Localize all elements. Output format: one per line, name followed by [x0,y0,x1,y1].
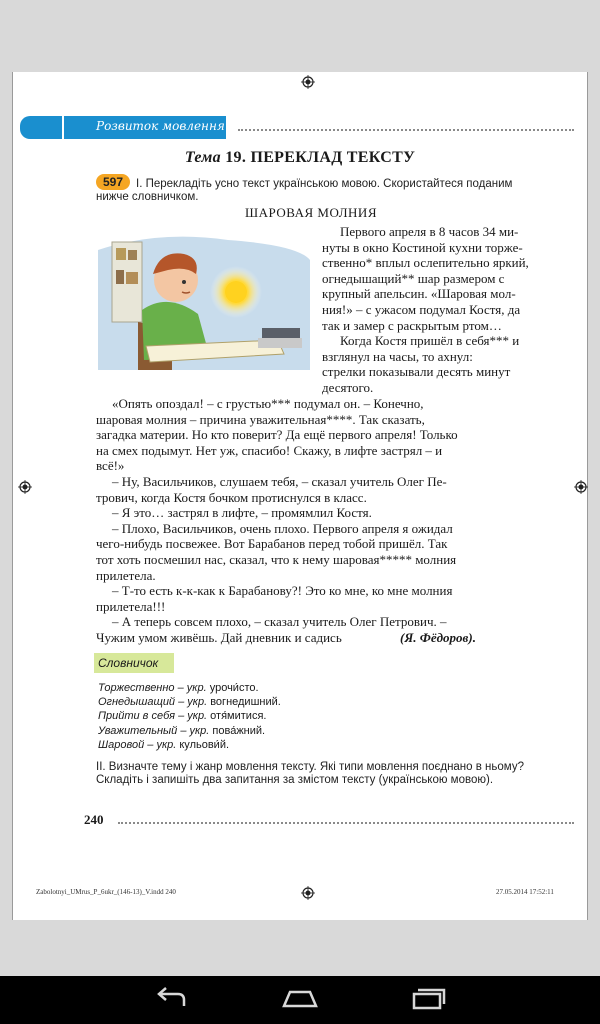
back-button[interactable] [132,976,212,1024]
page-right-edge [587,72,588,920]
dictionary-word: Прийти в себя – укр. [98,710,208,723]
topic-prefix: Тема [184,149,221,166]
story-line: чего-нибудь посвежее. Вот Барабанов перед тобой пришёл. Так [96,536,448,552]
story-line: – Ну, Васильчиков, слушаем тебя, – сказал учитель Олег Пе- [112,474,447,489]
dictionary-translation: кульови́й. [176,738,230,751]
dictionary-translation: пова́жний. [209,724,266,737]
topic-number: 19. [225,149,247,166]
story-line: на смех подымут. Нет уж, спасибо! Скажу, в лифте застрял – и [96,442,443,458]
home-icon [260,976,340,1024]
task2-text-line: II. Визначте тему і жанр мовлення тексту. Які типи мовлення поєднано в ньому? [96,761,524,773]
dictionary-translation: вогнедишний. [207,696,281,709]
task-text-line: I. Перекладіть усно текст українською мовою. Скористайтеся поданим [136,178,513,190]
back-icon [132,976,212,1024]
story-line: крупный апельсин. «Шаровая мол- [322,286,516,302]
dictionary-word: Огнедышащий – укр. [98,696,208,709]
story-line: – Я это… застрял в лифте, – промямлил Костя. [112,505,372,521]
story-line: загадка материи. Но кто поверит? Да ещё первого апреля! Только [96,427,458,443]
dictionary-word: Шаровой – укр. [98,738,177,751]
home-button[interactable] [260,976,340,1024]
story-line: так и замер с раскрытым ртом… [322,317,502,333]
registration-mark-icon [18,480,32,494]
dictionary-item [98,681,259,695]
story-line: Первого апреля в 8 часов 34 ми- [340,224,519,239]
story-line: прилетела. [96,567,156,583]
story-line: шаровая молния – причина уважительная****. Так сказать, [96,411,425,427]
story-author: (Я. Фёдоров). [400,630,476,645]
boy-reading-illustration [98,230,310,370]
story-line: трович, когда Костя бочком протиснулся в класс. [96,489,367,505]
print-file-info: Zabolotnyi_UMrus_P_6ukr_(146-13)_V.indd 240 [36,888,176,896]
dictionary-item [98,709,266,723]
system-navigation-bar [0,976,600,1024]
page-number: 240 [84,812,104,827]
registration-mark-icon [301,886,315,900]
recent-apps-button[interactable] [388,976,468,1024]
story-line: тот хоть посмешил нас, сказал, что к нему шаровая***** молния [96,552,457,567]
exercise-number-badge: 597 [96,174,130,190]
dictionary-word: Торжественно – укр. [98,682,207,694]
registration-mark-icon [301,75,315,89]
story-line: ния!» – с ужасом подумал Костя, да [322,302,521,317]
story-line: – Т-то есть к-к-как к Барабанову?! Это ко мне, ко мне молния [112,583,453,599]
dotted-rule [118,822,574,824]
story-title: ШАРОВАЯ МОЛНИЯ [244,205,377,220]
story-line: – Плохо, Васильчиков, очень плохо. Первого апреля я ожидал [112,520,453,536]
story-line: прилетела!!! [96,598,166,614]
story-line: – А теперь совсем плохо, – сказал учитель Олег Петрович. – [112,614,447,630]
story-line: стрелки показывали десять минут [322,364,511,380]
story-line: Чужим умом живёшь. Дай дневник и садись [96,630,342,645]
story-line: огнедышащий** шар размером с [322,270,505,286]
dictionary-item [98,724,265,738]
task2-text-line: Складіть і запишіть два запитання за змістом тексту (українською мовою). [96,774,494,786]
dictionary-item [98,738,229,752]
section-banner-label: Розвиток мовлення [96,119,225,133]
story-line: взглянул на часы, то ахнул: [322,348,473,364]
topic-title [0,149,600,167]
recent-apps-icon [388,976,468,1024]
dotted-rule [238,129,574,131]
dictionary-translation: отя́митися. [207,710,267,723]
story-line: нуты в окно Костиной кухни торже- [322,239,523,255]
print-timestamp: 27.05.2014 17:52:11 [496,888,554,896]
story-line: ственно* вплыл ослепительно яркий, [322,255,529,271]
dictionary-word: Уважительный – укр. [98,724,210,737]
registration-mark-icon [574,480,588,494]
story-line: всё!» [96,458,125,474]
topic-name: ПЕРЕКЛАД ТЕКСТУ [250,149,416,166]
dictionary-item [98,695,281,709]
page-left-edge [12,72,13,920]
story-line: «Опять опоздал! – с грустью*** подумал он. – Конечно, [112,396,424,411]
story-line: Когда Костя пришёл в себя*** и [340,333,520,349]
dictionary-title: Словничок [94,653,174,673]
story-line: десятого. [322,380,374,395]
dictionary-translation: урочи́сто. [206,682,259,694]
task-text-line: нижче словничком. [96,191,199,203]
